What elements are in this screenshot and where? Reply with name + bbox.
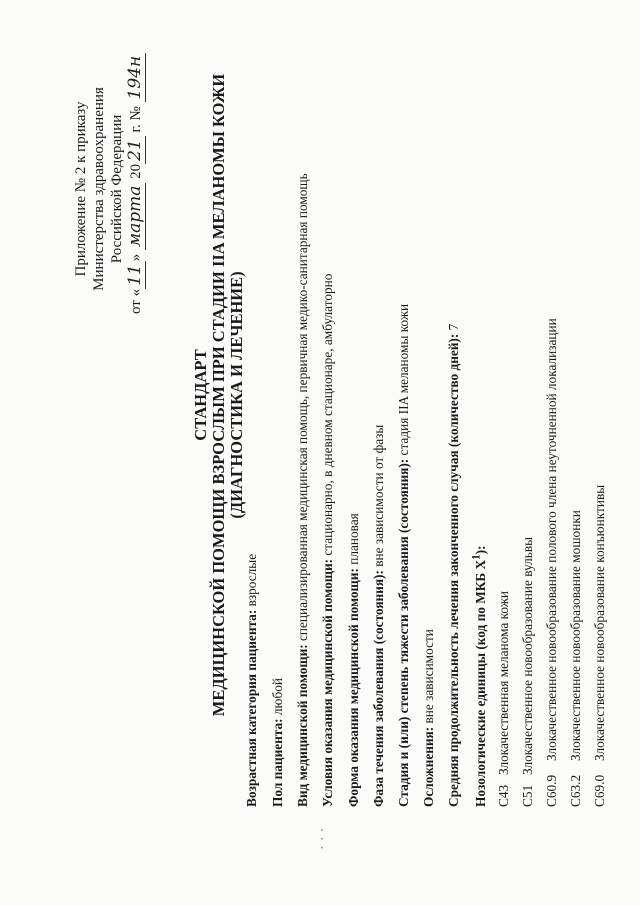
number-prefix: г. № xyxy=(128,106,144,133)
field-patient-sex: Пол пациента: любой xyxy=(270,677,285,807)
code-row xyxy=(568,510,584,807)
field-age-category: Возрастная категория пациента: взрослые xyxy=(244,553,259,807)
approval-line-2: Министерства здравоохранения xyxy=(91,87,107,291)
icd-code: C60.9 xyxy=(544,774,559,807)
title-line-1: СТАНДАРТ xyxy=(191,349,210,441)
approval-date-line xyxy=(125,55,145,314)
year-prefix: 20 xyxy=(128,163,144,179)
field-disease-phase: Фаза течения заболевания (состояния): вне зависимости от фазы xyxy=(371,424,386,807)
scan-artifact: • • • xyxy=(318,826,327,849)
code-row xyxy=(544,318,560,807)
field-care-type: Вид медицинской помощи: специализированная медицинская помощь, первичная медико-санитарная помощь xyxy=(295,173,310,807)
icd-code: C63.2 xyxy=(568,774,583,807)
date-prefix: от « xyxy=(128,288,144,314)
field-care-conditions: Условия оказания медицинской помощи: стационарно, в дневном стационаре, амбулаторно xyxy=(320,273,335,807)
approval-line-3: Российской Федерации xyxy=(109,114,125,264)
footnote-marker: 1 xyxy=(471,554,483,560)
handwritten-day: 11 xyxy=(125,261,146,289)
field-treatment-duration: Средняя продолжительность лечения законченного случая (количество дней): 7 xyxy=(446,323,461,807)
date-mid: » xyxy=(128,253,144,262)
code-row xyxy=(520,537,536,807)
icd-code: C43 xyxy=(496,784,511,807)
title-line-2: МЕДИЦИНСКОЙ ПОМОЩИ ВЗРОСЛЫМ ПРИ СТАДИИ IIA МЕЛАНОМЫ КОЖИ xyxy=(209,73,228,717)
approval-line-1: Приложение № 2 к приказу xyxy=(73,101,89,277)
icd-code: C69.0 xyxy=(592,774,607,807)
field-care-form: Форма оказания медицинской помощи: плановая xyxy=(346,513,361,807)
icd-description: Злокачественное новообразование вульвы xyxy=(520,536,535,775)
icd-code: C51 xyxy=(520,784,535,807)
field-disease-stage: Стадия и (или) степень тяжести заболевания (состояния): стадия IIA меланомы кожи xyxy=(396,303,411,807)
icd-description: Злокачественное новообразование мошонки xyxy=(568,510,583,761)
field-nosology: Нозологические единицы (код по МКБ $X^1$): xyxy=(471,545,489,807)
code-row xyxy=(592,485,608,807)
title-line-3: (ДИАГНОСТИКА И ЛЕЧЕНИЕ) xyxy=(227,271,246,519)
handwritten-month: марта xyxy=(125,183,146,250)
icd-description: Злокачественное новообразование конъюнктивы xyxy=(592,484,607,761)
code-row xyxy=(496,591,512,807)
icd-description: Злокачественное новообразование полового члена неуточненной локализации xyxy=(544,318,559,761)
icd-description: Злокачественная меланома кожи xyxy=(496,590,511,775)
handwritten-number: 194н xyxy=(125,53,146,103)
approval-block xyxy=(72,55,145,314)
handwritten-year: 21 xyxy=(125,136,146,164)
document-title xyxy=(192,15,246,775)
field-complications: Осложнения: вне зависимости xyxy=(421,629,436,807)
